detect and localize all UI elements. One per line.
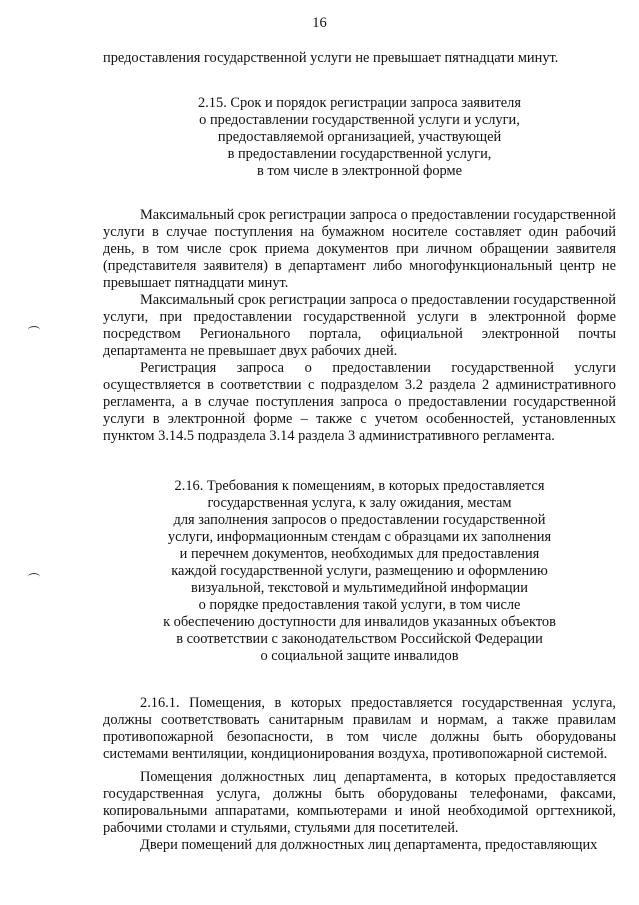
- heading-line: о порядке предоставления такой услуги, в том числе: [198, 597, 521, 613]
- paragraph: Регистрация запроса о предоставлении государственной услуги осуществляется в соответствии с подразделом 3.2 раздела 2 административного регламента, а в случае поступления запроса о предоставлении государственной услуги в электронной форме – также с учетом особенностей, установленных пунктом 3.14.5 подраздела 3.14 раздела 3 административного регламента.: [103, 360, 616, 444]
- heading-line: каждой государственной услуги, размещению и оформлению: [171, 563, 548, 579]
- paragraph: Двери помещений для должностных лиц департамента, предоставляющих: [140, 837, 598, 853]
- heading-line: в соответствии с законодательством Российской Федерации: [176, 631, 543, 647]
- heading-line: о социальной защите инвалидов: [260, 648, 459, 664]
- carry-over-line: предоставления государственной услуги не превышает пятнадцати минут.: [103, 50, 559, 66]
- heading-line: визуальной, текстовой и мультимедийной информации: [191, 580, 528, 596]
- heading-line: в предоставлении государственной услуги,: [227, 146, 492, 162]
- heading-line: предоставляемой организацией, участвующей: [217, 129, 502, 145]
- heading-line: 2.16. Требования к помещениям, в которых предоставляется: [174, 478, 545, 494]
- margin-punch-mark: [28, 326, 40, 334]
- heading-line: для заполнения запросов о предоставлении государственной: [173, 512, 546, 528]
- section-heading-2-16: [103, 478, 616, 665]
- heading-line: 2.15. Срок и порядок регистрации запроса заявителя: [198, 95, 521, 111]
- paragraph: Максимальный срок регистрации запроса о предоставлении государственной услуги, при предоставлении государственной услуги в электронной форме посредством Регионального портала, официальной электронной почты департамента не превышает двух рабочих дней.: [103, 292, 616, 359]
- paragraph: Помещения должностных лиц департамента, в которых предоставляется государственная услуга, должны быть оборудованы телефонами, факсами, копировальными аппаратами, компьютерами и иной необходимой оргтехникой, рабочими столами и стульями, стульями для посетителей.: [103, 769, 616, 836]
- heading-line: государственная услуга, к залу ожидания, местам: [207, 495, 512, 511]
- document-body: [103, 50, 616, 854]
- heading-line: в том числе в электронной форме: [256, 163, 463, 179]
- margin-punch-mark: [28, 573, 40, 581]
- heading-line: услуги, информационным стендам с образцами их заполнения: [167, 529, 552, 545]
- heading-line: о предоставлении государственной услуги и услуги,: [199, 112, 520, 128]
- heading-line: и перечнем документов, необходимых для предоставления: [179, 546, 540, 562]
- paragraph: 2.16.1. Помещения, в которых предоставляется государственная услуга, должны соответствовать санитарным правилам и нормам, а также правилам противопожарной безопасности, в том числе должны быть оборудованы системами вентиляции, кондиционирования воздуха, противопожарной системой.: [103, 695, 616, 762]
- paragraph: Максимальный срок регистрации запроса о предоставлении государственной услуги в случае поступления на бумажном носителе составляет один рабочий день, в том числе срок приема документов при личном обращении заявителя (представителя заявителя) в департамент либо многофункциональный центр не превышает пятнадцати минут.: [103, 207, 616, 291]
- page-number: 16: [312, 15, 327, 31]
- heading-line: к обеспечению доступности для инвалидов указанных объектов: [163, 614, 556, 630]
- section-heading-2-15: [103, 95, 616, 180]
